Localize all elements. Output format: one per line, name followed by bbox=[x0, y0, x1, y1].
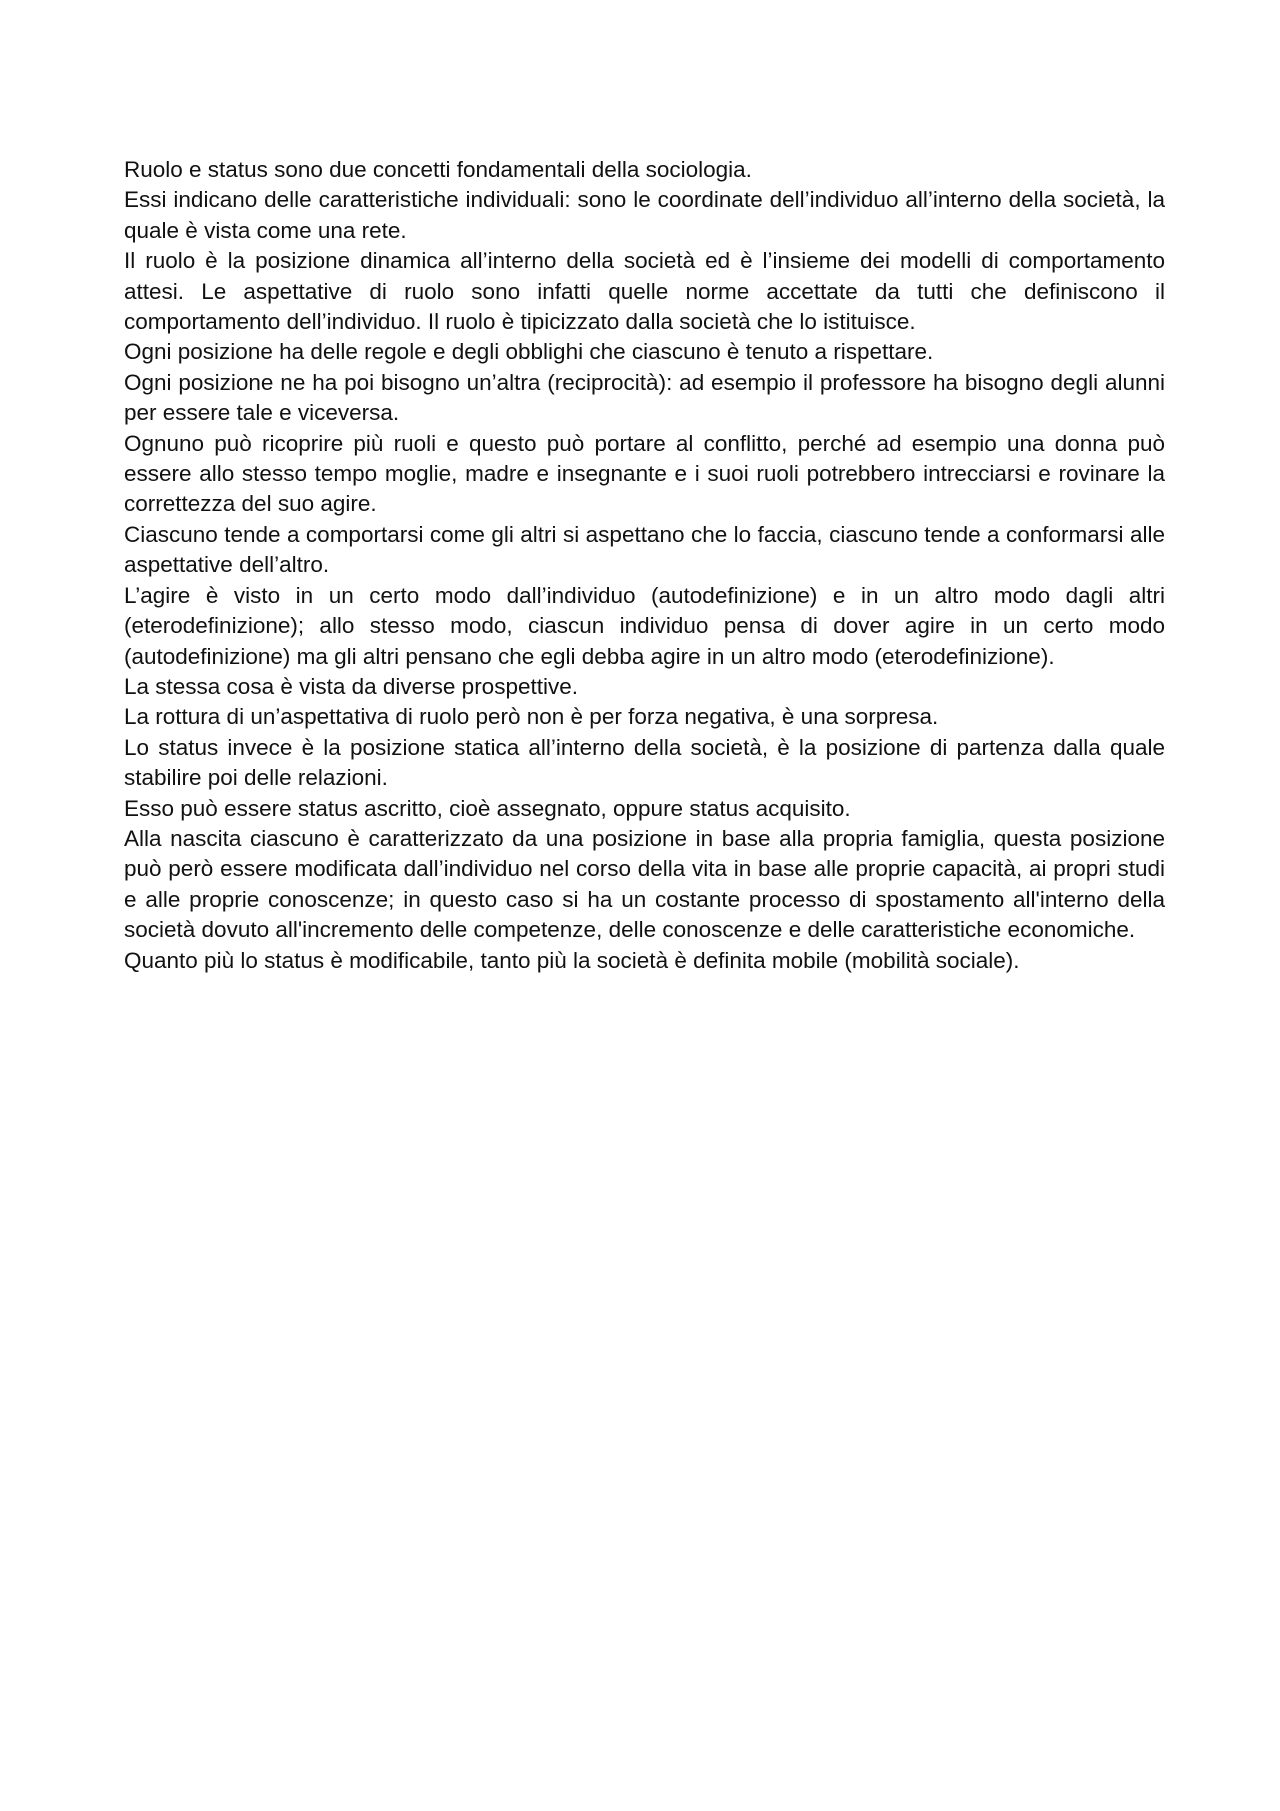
paragraph: Essi indicano delle caratteristiche individuali: sono le coordinate dell’individuo all’interno della società, la quale è vista come una rete. bbox=[124, 187, 1165, 243]
paragraph: Esso può essere status ascritto, cioè assegnato, oppure status acquisito. bbox=[124, 795, 851, 821]
document-body bbox=[124, 155, 1165, 976]
paragraph: Lo status invece è la posizione statica all’interno della società, è la posizione di partenza dalla quale stabilire poi delle relazioni. bbox=[124, 734, 1165, 791]
paragraph: La rottura di un’aspettativa di ruolo però non è per forza negativa, è una sorpresa. bbox=[124, 704, 939, 730]
paragraph: Ognuno può ricoprire più ruoli e questo può portare al conflitto, perché ad esempio una donna può essere allo stesso tempo moglie, madre e insegnante e i suoi ruoli potrebbero intrecciarsi e rovinare la correttezza del suo agire. bbox=[124, 430, 1165, 517]
paragraph: Ogni posizione ne ha poi bisogno un’altra (reciprocità): ad esempio il professore ha bisogno degli alunni per essere tale e viceversa. bbox=[124, 369, 1165, 426]
paragraph: Quanto più lo status è modificabile, tanto più la società è definita mobile (mobilità sociale). bbox=[124, 947, 1020, 973]
paragraph: Ogni posizione ha delle regole e degli obblighi che ciascuno è tenuto a rispettare. bbox=[124, 339, 934, 365]
paragraph: Il ruolo è la posizione dinamica all’interno della società ed è l’insieme dei modelli di comportamento attesi. Le aspettative di ruolo sono infatti quelle norme accettate da tutti che definiscono il comportamento dell’individuo. Il ruolo è tipicizzato dalla società che lo istituisce. bbox=[124, 248, 1165, 335]
paragraph: Ruolo e status sono due concetti fondamentali della sociologia. bbox=[124, 157, 752, 182]
paragraph: Ciascuno tende a comportarsi come gli altri si aspettano che lo faccia, ciascuno tende a conformarsi alle aspettative dell’altro. bbox=[124, 521, 1165, 578]
paragraph: L’agire è visto in un certo modo dall’individuo (autodefinizione) e in un altro modo dagli altri (eterodefinizione); allo stesso modo, ciascun individuo pensa di dover agire in un certo modo (autodefinizione) ma gli altri pensano che egli debba agire in un altro modo (eterodefinizione). bbox=[124, 582, 1165, 669]
paragraph: La stessa cosa è vista da diverse prospettive. bbox=[124, 673, 578, 699]
paragraph: Alla nascita ciascuno è caratterizzato da una posizione in base alla propria famiglia, questa posizione può però essere modificata dall’individuo nel corso della vita in base alle proprie capacità, ai propri studi e alle proprie conoscenze; in questo caso si ha un costante processo di spostamento all'interno della società dovuto all'incremento delle competenze, delle conoscenze e delle caratteristiche economiche. bbox=[124, 825, 1165, 943]
